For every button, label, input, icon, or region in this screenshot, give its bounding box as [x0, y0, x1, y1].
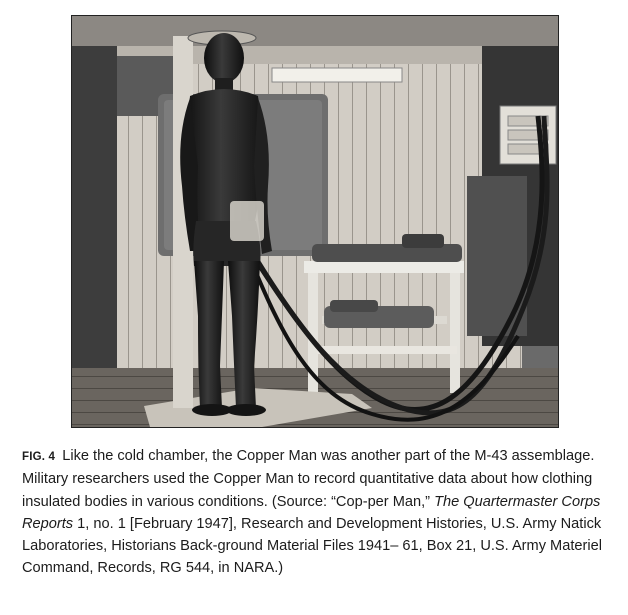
caption-journal-title: The Quartermaster Corps Reports [22, 493, 601, 532]
caption-text-before-title: Like the cold chamber, the Copper Man was another part of the M-43 assemblage. Military researchers used the Copper Man to record quantitative data about how clothing insulated bodies in various conditions. (Source: “Cop-per Man,” [22, 448, 595, 510]
copper-man-photograph [71, 15, 559, 428]
caption-text-after-title: 1, no. 1 [February 1947], Research and Development Histories, U.S. Army Natick Laboratories, Historians Back-ground Material Files 1941– 61, Box 21, U.S. Army Materiel Command, Records, RG 544, in NARA.) [22, 515, 602, 577]
figure-label: FIG. 4 [22, 451, 56, 463]
figure-caption [22, 445, 612, 580]
